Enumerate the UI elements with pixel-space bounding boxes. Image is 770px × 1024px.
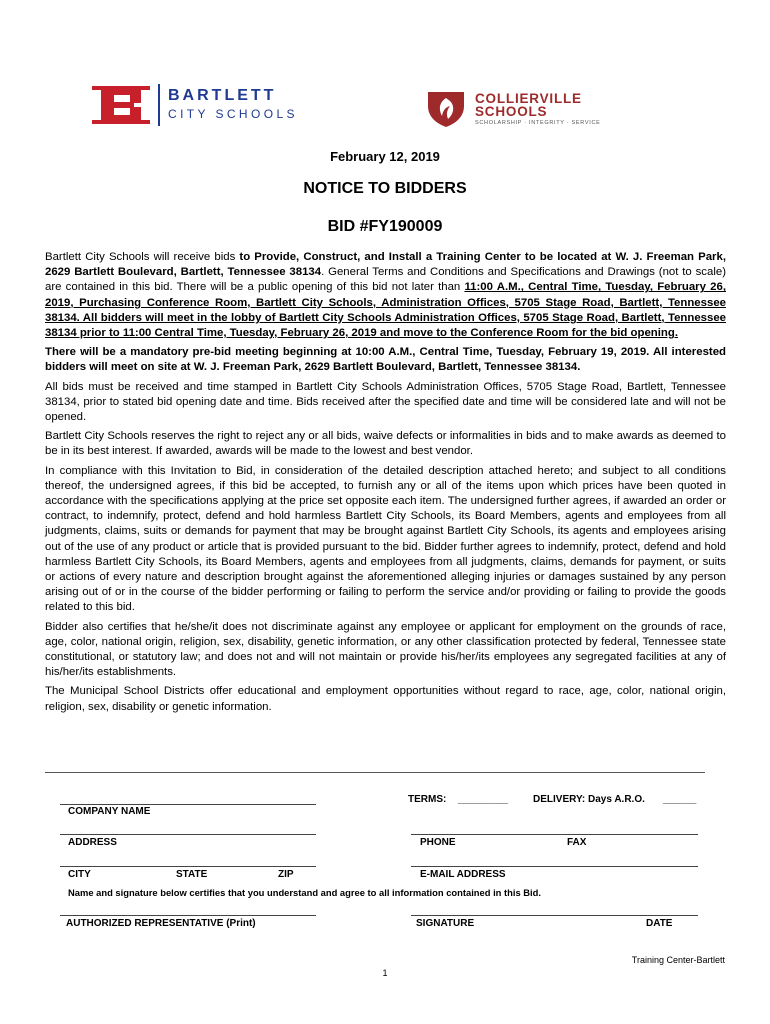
p1-terms: . General Terms and Conditions and Specifications and Drawings (not to scale) are contained in this bid. There will be a public opening of this bid not later than xyxy=(45,266,727,294)
signature-date-line[interactable] xyxy=(411,915,698,916)
authorized-rep-label: AUTHORIZED REPRESENTATIVE (Print) xyxy=(66,918,256,929)
fax-label: FAX xyxy=(567,837,587,848)
bartlett-logo-line2: CITY SCHOOLS xyxy=(168,107,298,121)
paragraph-non-discrimination: Bidder also certifies that he/she/it does not discriminate against any employee or applicant for employment on the grounds of race, age, color, national origin, religion, sex, disability, genetic information, or any other classification protected by federal, Tennessee state constitutional, or statutory law; and does not and will not maintain or provide his/her/its employees any segregated facilities at any of his/her/its establishments. xyxy=(45,620,726,679)
email-line[interactable] xyxy=(411,866,698,867)
bartlett-logo-line1: BARTLETT xyxy=(168,87,277,104)
notice-title: NOTICE TO BIDDERS xyxy=(303,180,467,197)
address-label: ADDRESS xyxy=(68,837,117,848)
date-label: DATE xyxy=(646,918,673,929)
p1-opening-details: 11:00 A.M., Central Time, Tuesday, February 26, 2019, Purchasing Conference Room, Bartlett City Schools, Administration Offices, 5705 Stage Road, Bartlett, Tennessee 38134. All bidders will meet in the lobby of Bartlett City Schools Administration Offices, 5705 Stage Road, Bartlett, Tennessee 38134 prior to 11:00 Central Time, Tuesday, February 26, 2019 and move to the Conference Room for the bid opening. xyxy=(45,281,726,340)
company-name-label: COMPANY NAME xyxy=(68,806,151,817)
email-label: E-MAIL ADDRESS xyxy=(420,869,506,880)
company-name-line[interactable] xyxy=(60,804,316,805)
delivery-blank[interactable]: ______ xyxy=(663,794,697,805)
state-label: STATE xyxy=(176,869,208,880)
paragraph-reserve-right: Bartlett City Schools reserves the right to reject any or all bids, waive defects or informalities in bids and to make awards as deemed to be in its best interest. If awarded, awards will be made to the lowest and best vendor. xyxy=(45,430,726,458)
collierville-logo-tagline: SCHOLARSHIP · INTEGRITY · SERVICE xyxy=(475,120,601,126)
p1-intro: Bartlett City Schools will receive bids xyxy=(45,251,240,263)
phone-fax-line[interactable] xyxy=(411,834,698,835)
phone-label: PHONE xyxy=(420,837,456,848)
page-number: 1 xyxy=(382,968,388,978)
p1-project: to Provide, Construct, and Install a Training Center to be located at W. J. Freeman Park, 2629 Bartlett Boulevard, Bartlett, Tennessee 38134 xyxy=(45,251,726,279)
authorized-rep-line[interactable] xyxy=(60,915,316,916)
collierville-logo-line1: COLLIERVILLE xyxy=(475,91,582,106)
certification-note: Name and signature below certifies that you understand and agree to all information contained in this Bid. xyxy=(68,887,541,898)
city-state-zip-line[interactable] xyxy=(60,866,316,867)
city-label: CITY xyxy=(68,869,91,880)
terms-label: TERMS: xyxy=(408,794,447,805)
terms-blank[interactable]: _________ xyxy=(458,794,509,805)
signature-label: SIGNATURE xyxy=(416,918,475,929)
address-line[interactable] xyxy=(60,834,316,835)
paragraph-compliance: In compliance with this Invitation to Bid, in consideration of the detailed description attached hereto; and subject to all conditions thereof, the undersigned agrees, if this bid be accepted, to furnish any or all of the items upon which prices have been quoted in accordance with the specifications applying at the price set opposite each item. The undersigned further agrees, if awarded an order or contract, to indemnify, protect, defend and hold harmless Bartlett City Schools, its Board Members, agents and employees from all judgments, claims, suits or demands for payment that may be brought against Bartlett City Schools, its agents and employees arising out of the use of any product or article that is provided pursuant to the bid. Bidder further agrees to indemnify, protect, defend and hold harmless Bartlett City Schools, its Board Members, agents and employees from all judgments, claims, demands for payment, or suits or actions of every nature and description brought against the aforementioned alleging injuries or damages sustained by any person arising out of or in the course of the bidder performing or failing to perform the service and/or providing or failing to provide the goods related to this bid. xyxy=(45,464,726,614)
zip-label: ZIP xyxy=(278,869,294,880)
paragraph-prebid-meeting: There will be a mandatory pre-bid meeting beginning at 10:00 A.M., Central Time, Tuesday, February 19, 2019. All interested bidders will meet on site at W. J. Freeman Park, 2629 Bartlett Boulevard, Bartlett, Tennessee 38134. xyxy=(45,346,726,374)
notice-date: February 12, 2019 xyxy=(330,149,440,164)
collierville-logo-line2: SCHOOLS xyxy=(475,104,548,119)
delivery-label: DELIVERY: Days A.R.O. xyxy=(533,794,645,805)
paragraph-equal-opportunity: The Municipal School Districts offer educational and employment opportunities without regard to race, age, color, national origin, religion, sex, disability or genetic information. xyxy=(45,685,726,713)
bid-number: BID #FY190009 xyxy=(327,218,443,235)
footer-document-name: Training Center-Bartlett xyxy=(631,955,725,965)
paragraph-time-stamp: All bids must be received and time stamped in Bartlett City Schools Administration Offices, 5705 Stage Road, Bartlett, Tennessee 38134, prior to stated bid opening date and time. Bids received after the specified date and time will be considered late and will not be opened. xyxy=(45,380,726,424)
